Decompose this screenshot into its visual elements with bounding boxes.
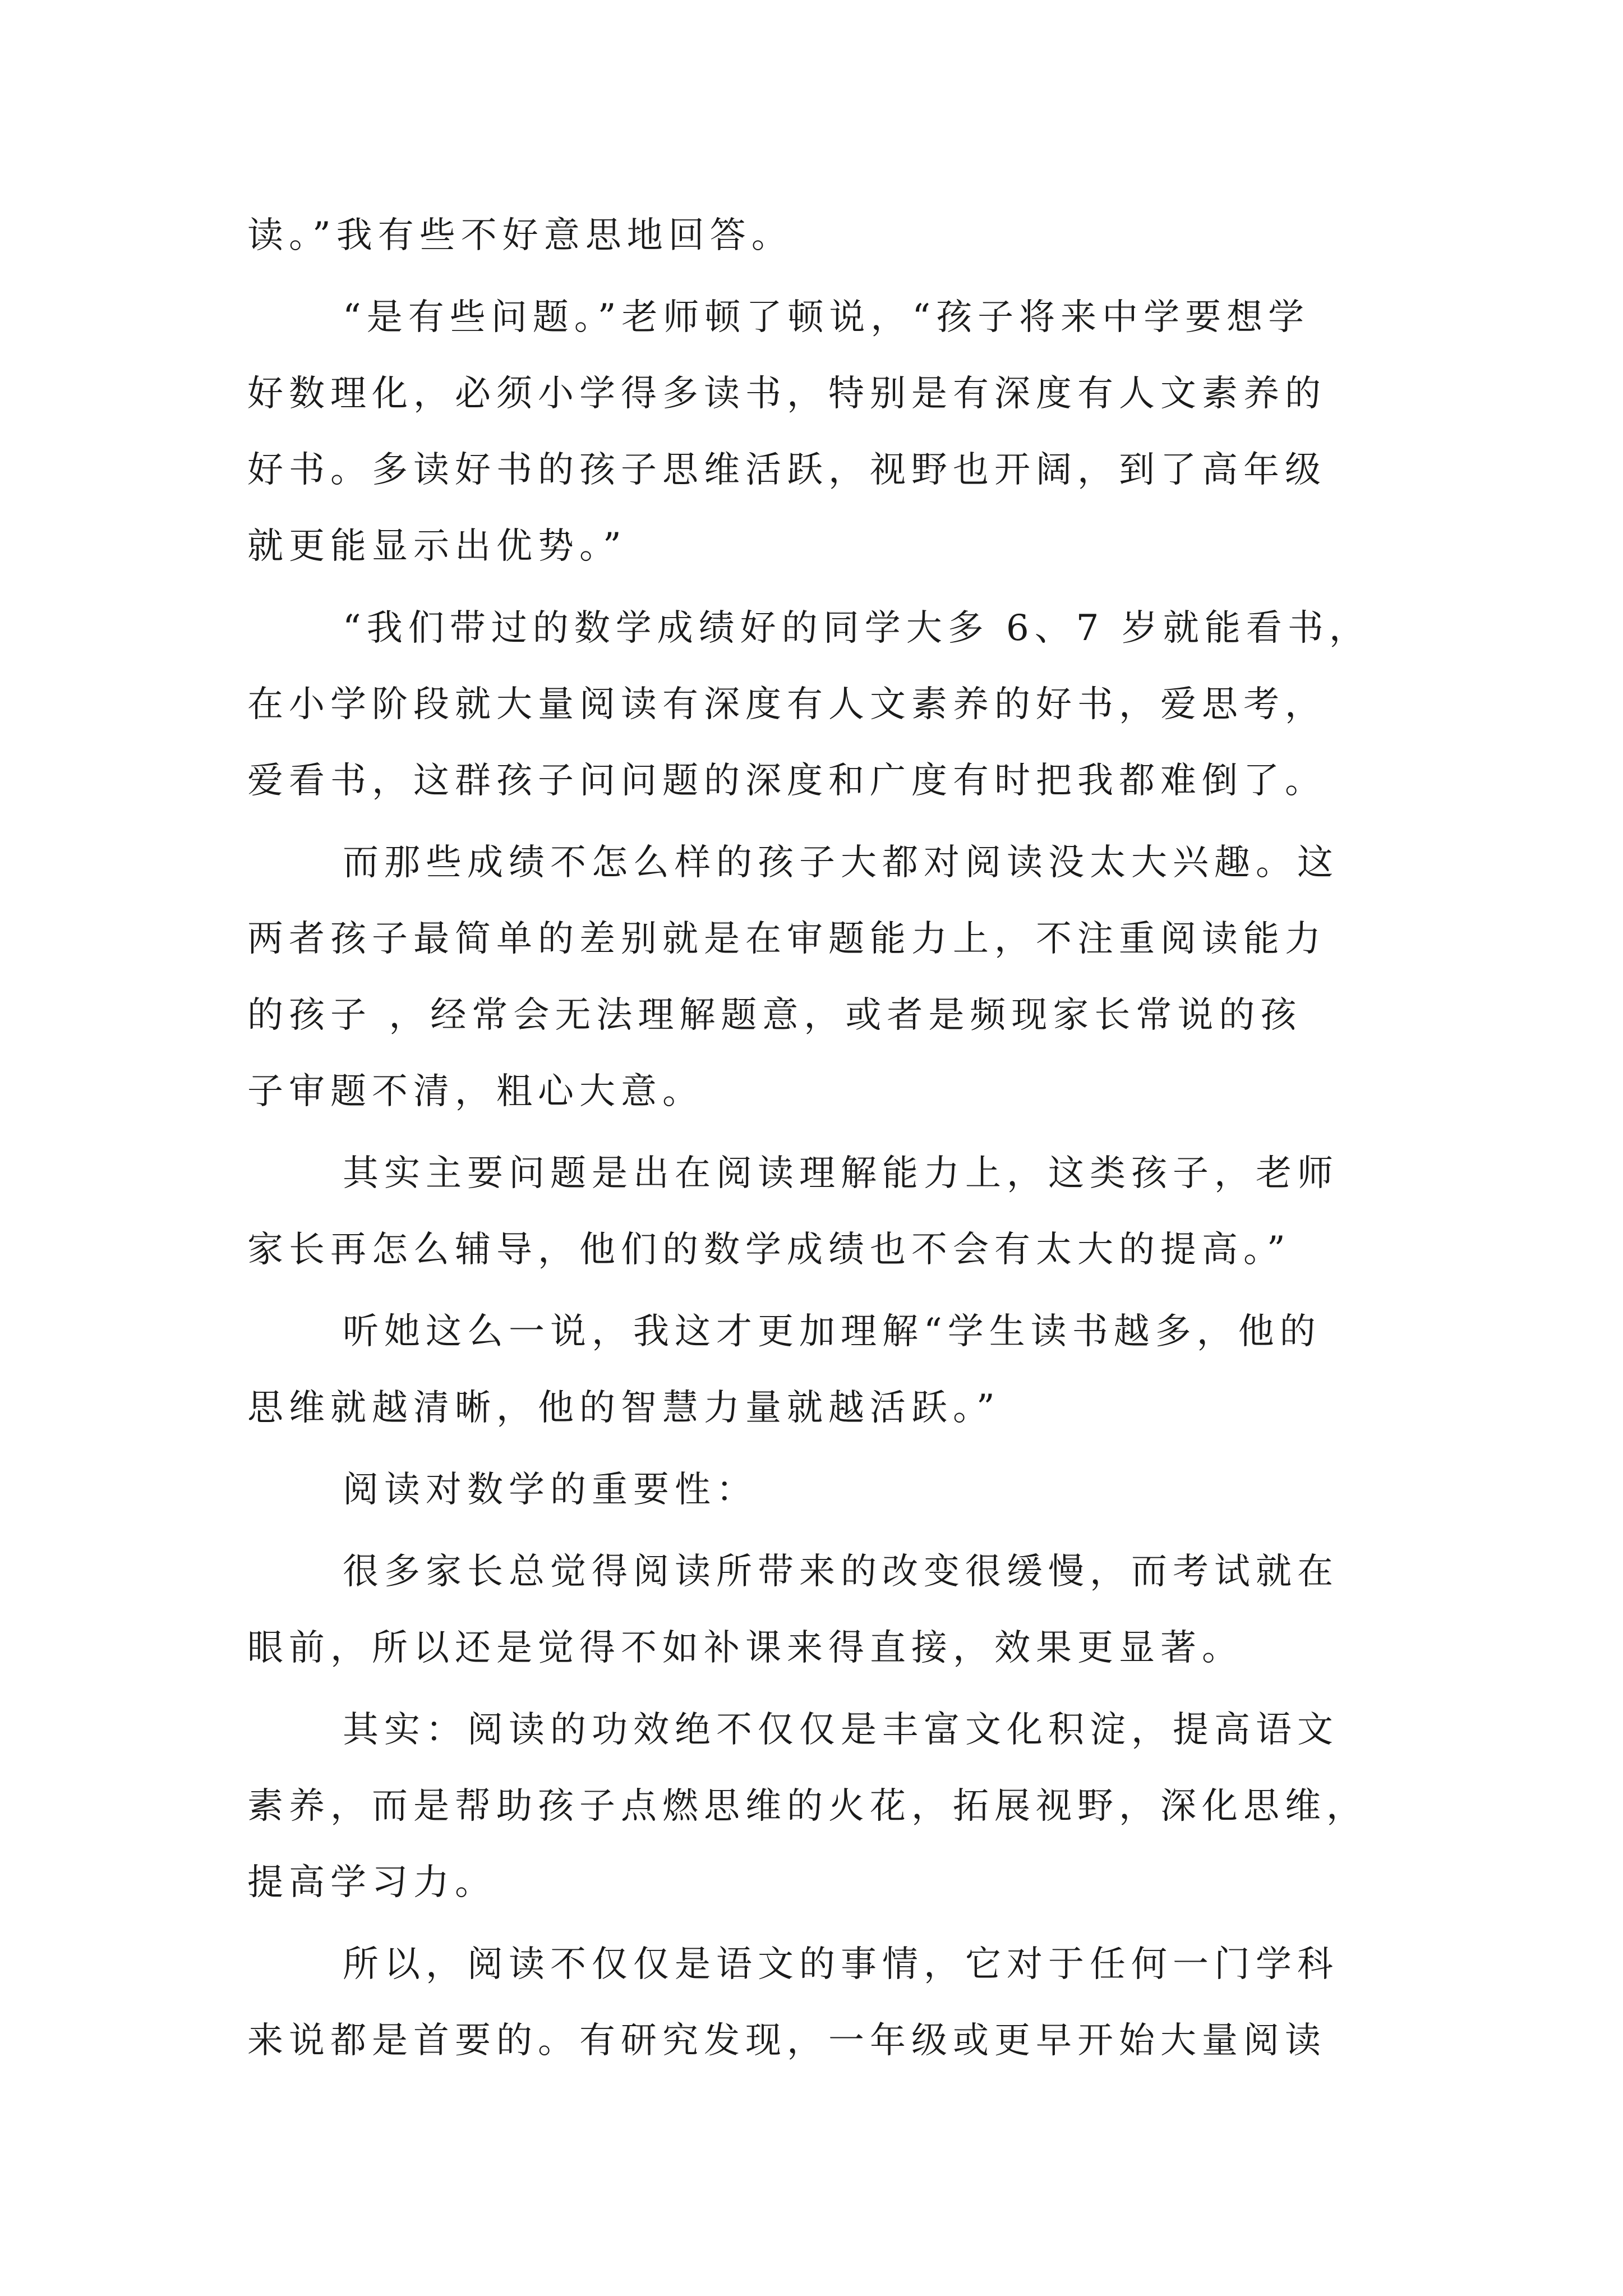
text-line: 听她这么一说，我这才更加理解“学生读书越多，他的 [301,1311,1321,1352]
text-line: 素养，而是帮助孩子点燃思维的火花，拓展视野，深化思维， [247,1786,1368,1827]
text-line: “是有些问题。”老师顿了顿说，“孩子将来中学要想学 [301,297,1310,338]
text-line: 其实主要问题是出在阅读理解能力上，这类孩子，老师 [301,1153,1339,1194]
text-line: 来说都是首要的。有研究发现，一年级或更早开始大量阅读 [247,2020,1326,2062]
text-line: 提高学习力。 [247,1862,496,1903]
text-line: 其实：阅读的功效绝不仅仅是丰富文化积淀，提高语文 [301,1709,1339,1751]
text-line: 思维就越清晰，他的智慧力量就越活跃。” [247,1387,1000,1429]
text-line: 很多家长总觉得阅读所带来的改变很缓慢，而考试就在 [301,1551,1339,1593]
text-line: 读。”我有些不好意思地回答。 [247,215,793,256]
text-line: 就更能显示出优势。” [247,526,627,567]
text-line: 子审题不清，粗心大意。 [247,1071,704,1112]
text-line: 家长再怎么辅导，他们的数学成绩也不会有太大的提高。” [247,1229,1291,1271]
text-line: 而那些成绩不怎么样的孩子大都对阅读没太大兴趣。这 [301,842,1339,884]
text-line: 好数理化，必须小学得多读书，特别是有深度有人文素养的 [247,373,1326,415]
text-line: 阅读对数学的重要性： [301,1469,758,1511]
text-line: 爱看书，这群孩子问问题的深度和广度有时把我都难倒了。 [247,760,1326,802]
text-line: 眼前，所以还是觉得不如补课来得直接，效果更显著。 [247,1627,1243,1669]
text-line: “我们带过的数学成绩好的同学大多 6、7 岁就能看书， [301,608,1371,649]
text-line: 两者孩子最简单的差别就是在审题能力上，不注重阅读能力 [247,918,1326,960]
text-line: 在小学阶段就大量阅读有深度有人文素养的好书，爱思考， [247,684,1326,725]
text-line: 所以，阅读不仅仅是语文的事情，它对于任何一门学科 [301,1944,1339,1985]
text-line: 的孩子 ，经常会无法理解题意，或者是频现家长常说的孩 [247,995,1302,1036]
text-line: 好书。多读好书的孩子思维活跃，视野也开阔，到了高年级 [247,449,1326,491]
